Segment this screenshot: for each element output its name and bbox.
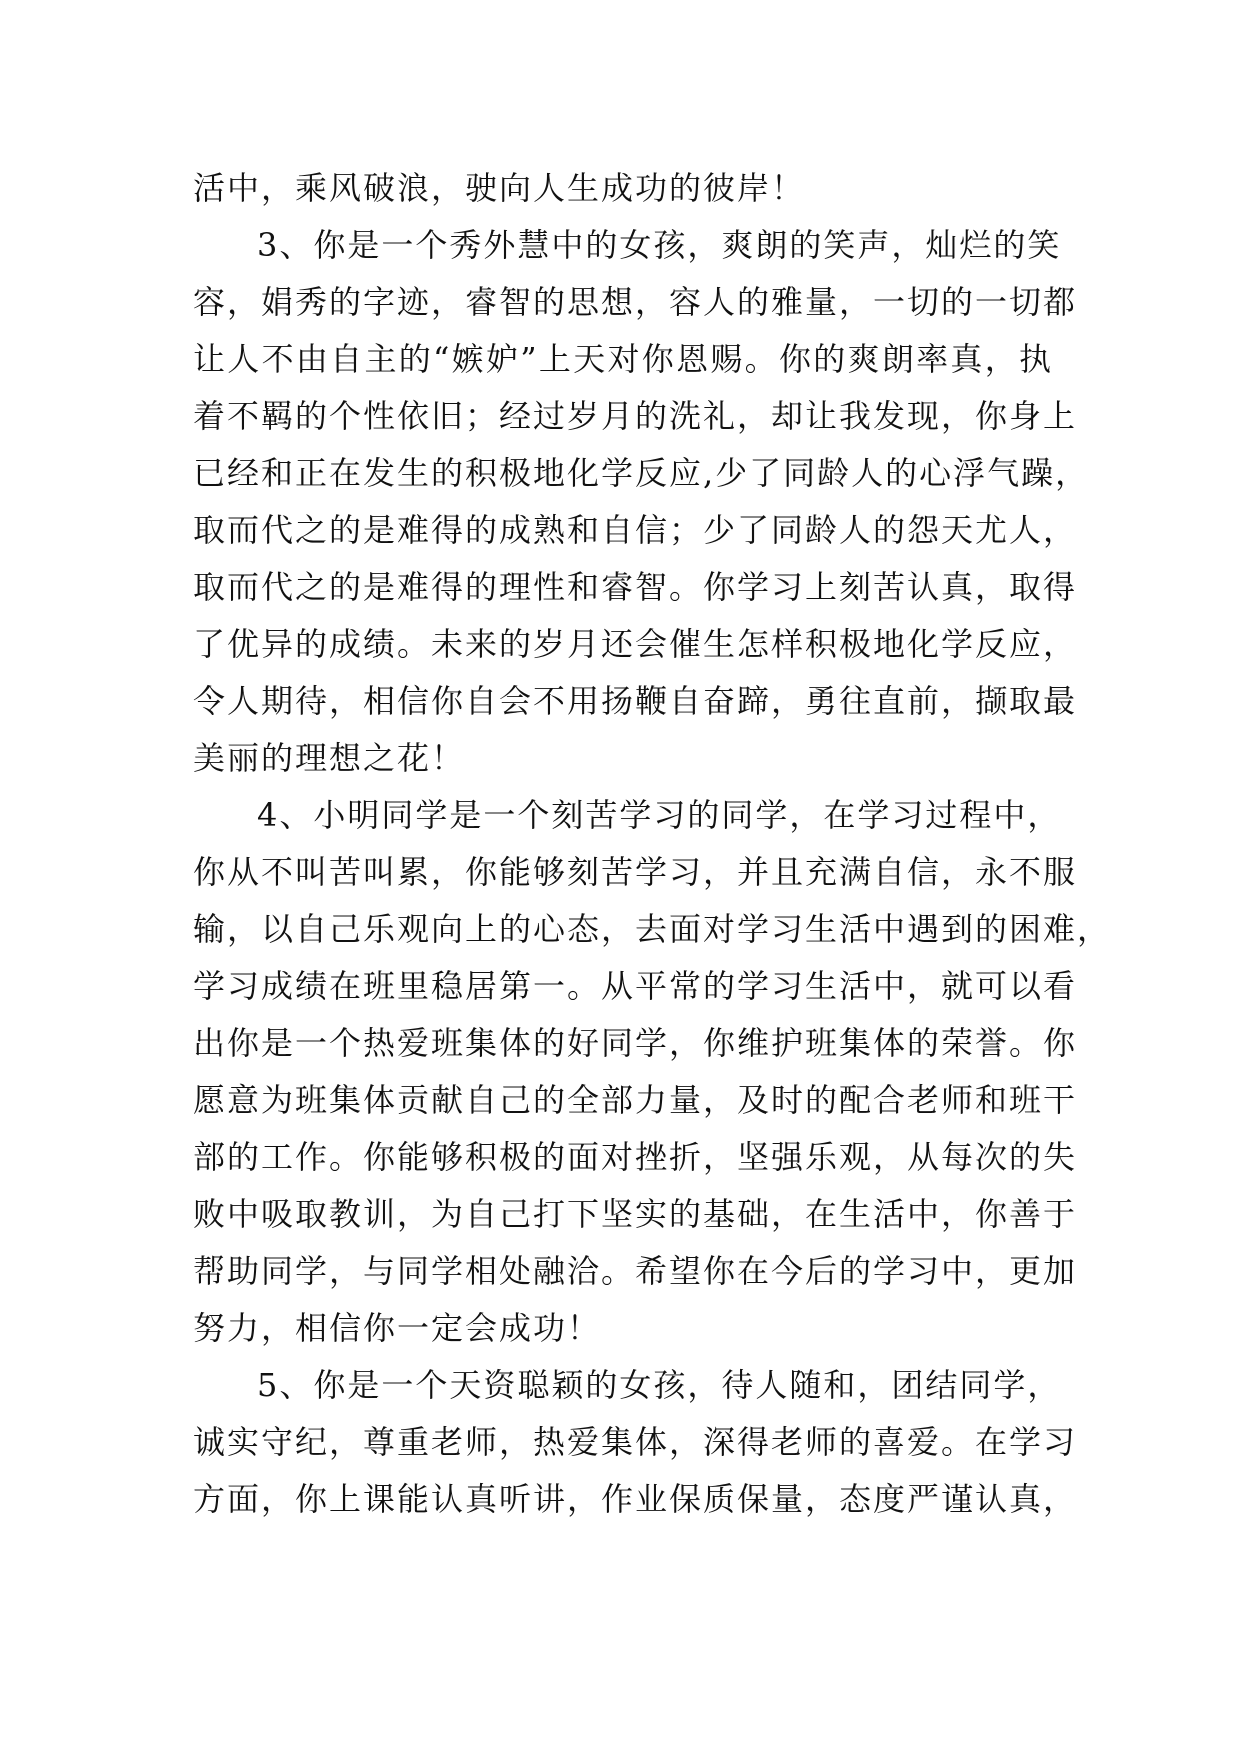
paragraph-line: 取而代之的是难得的理性和睿智。你学习上刻苦认真，取得 xyxy=(193,568,1078,606)
paragraph-line: 部的工作。你能够积极的面对挫折，坚强乐观，从每次的失 xyxy=(193,1138,1078,1176)
paragraph-line: 输，以自己乐观向上的心态，去面对学习生活中遇到的困难， xyxy=(193,910,1112,948)
paragraph-line: 活中，乘风破浪，驶向人生成功的彼岸！ xyxy=(193,169,806,207)
paragraph-line: 取而代之的是难得的成熟和自信；少了同龄人的怨天尤人， xyxy=(193,511,1078,549)
paragraph-line: 你从不叫苦叫累，你能够刻苦学习，并且充满自信，永不服 xyxy=(193,853,1078,891)
paragraph-line: 学习成绩在班里稳居第一。从平常的学习生活中，就可以看 xyxy=(193,967,1078,1005)
paragraph-line: 容，娟秀的字迹，睿智的思想，容人的雅量，一切的一切都 xyxy=(193,283,1078,321)
paragraph-line: 帮助同学，与同学相处融洽。希望你在今后的学习中，更加 xyxy=(193,1252,1078,1290)
paragraph-line: 败中吸取教训，为自己打下坚实的基础，在生活中，你善于 xyxy=(193,1195,1078,1233)
paragraph-line: 愿意为班集体贡献自己的全部力量，及时的配合老师和班干 xyxy=(193,1081,1078,1119)
paragraph-line: 方面，你上课能认真听讲，作业保质保量，态度严谨认真， xyxy=(193,1480,1078,1518)
paragraph-line: 已经和正在发生的积极地化学反应,少了同龄人的心浮气躁， xyxy=(193,454,1090,492)
paragraph-line: 3、你是一个秀外慧中的女孩，爽朗的笑声，灿烂的笑 xyxy=(257,226,1062,264)
paragraph-line: 诚实守纪，尊重老师，热爱集体，深得老师的喜爱。在学习 xyxy=(193,1423,1078,1461)
paragraph-line: 着不羁的个性依旧；经过岁月的洗礼，却让我发现，你身上 xyxy=(193,397,1078,435)
document-body xyxy=(193,160,1112,1528)
paragraph-line: 令人期待，相信你自会不用扬鞭自奋蹄，勇往直前，撷取最 xyxy=(193,682,1078,720)
paragraph-line: 美丽的理想之花！ xyxy=(193,739,466,777)
paragraph-line: 5、你是一个天资聪颖的女孩，待人随和，团结同学， xyxy=(257,1366,1062,1404)
paragraph-line: 了优异的成绩。未来的岁月还会催生怎样积极地化学反应， xyxy=(193,625,1078,663)
paragraph-line: 出你是一个热爱班集体的好同学，你维护班集体的荣誉。你 xyxy=(193,1024,1078,1062)
paragraph-line: 努力，相信你一定会成功！ xyxy=(193,1309,602,1347)
paragraph-line: 让人不由自主的“嫉妒”上天对你恩赐。你的爽朗率真，执 xyxy=(193,340,1053,378)
paragraph-line: 4、小明同学是一个刻苦学习的同学，在学习过程中， xyxy=(257,796,1062,834)
